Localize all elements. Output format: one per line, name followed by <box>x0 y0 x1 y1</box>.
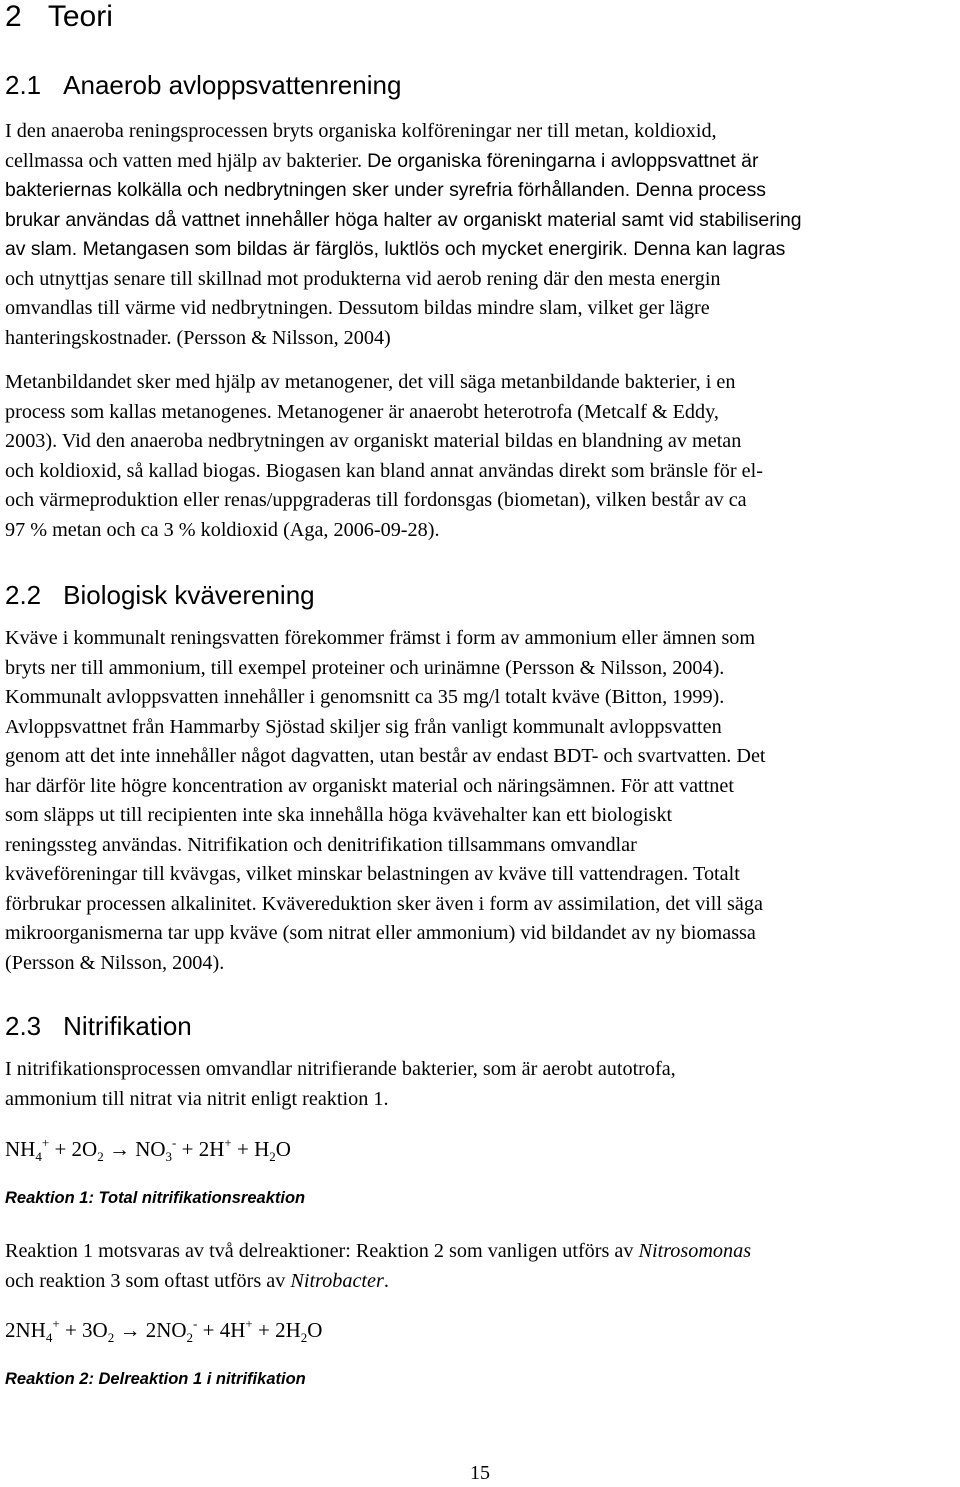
text-line: I nitrifikationsprocessen omvandlar nitrifierande bakterier, som är aerobt autotrofa, <box>5 1058 676 1080</box>
paragraph-nitrifikation-2: Reaktion 1 motsvaras av två delreaktioner: Reaktion 2 som vanligen utförs av Nitrosomonas och reaktion 3 som oftast utförs av Nitrobacter. <box>5 1240 752 1292</box>
text-line: process som kallas metanogenes. Metanogener är anaerobt heterotrofa (Metcalf & Eddy, <box>5 400 719 423</box>
section-number: 2.1 <box>5 70 42 100</box>
paragraph-anaerob-2 <box>5 368 955 545</box>
text-line: I den anaeroba reningsprocessen bryts organiska kolföreningar ner till metan, koldioxid, <box>5 120 717 142</box>
text-line: reningssteg användas. Nitrifikation och denitrifikation tillsammans omvandlar <box>5 833 637 856</box>
text-line: har därför lite högre koncentration av organiskt material och näringsämnen. För att vattnet <box>5 774 734 797</box>
text-line: genom att det inte innehåller något dagvatten, utan består av endast BDT- och svartvatten. Det <box>5 745 766 767</box>
text-line: Reaktion 1 motsvaras av två delreaktioner: Reaktion 2 som vanligen utförs av <box>5 1240 639 1262</box>
text-line: bryts ner till ammonium, till exempel proteiner och urinämne (Persson & Nilsson, 2004). <box>5 656 725 679</box>
text-line: De organiska föreningarna i avloppsvattnet är <box>367 149 759 172</box>
reaction-equation-1: $NH_4^+ + 2O_2 \to NO_3^- + 2H^+ + H_2O$ <box>5 1135 291 1164</box>
species-name: Nitrobacter <box>290 1269 384 1292</box>
text-line: hanteringskostnader. (Persson & Nilsson, 2004) <box>5 326 391 349</box>
reaction-arrow-icon: → <box>103 1137 136 1161</box>
text-line: ammonium till nitrat via nitrit enligt reaktion 1. <box>5 1087 389 1110</box>
section-number: 2.2 <box>5 580 42 610</box>
section-title: Anaerob avloppsvattenrening <box>63 70 402 100</box>
text-line: 2003). Vid den anaeroba nedbrytningen av organiskt material bildas en blandning av metan <box>5 430 742 452</box>
text-line: kväveföreningar till kvävgas, vilket minskar belastningen av kväve till vattendragen. Totalt <box>5 863 740 885</box>
text-line: Kväve i kommunalt reningsvatten förekommer främst i form av ammonium eller ämnen som <box>5 627 756 649</box>
section-number: 2.3 <box>5 1011 42 1041</box>
text-line: mikroorganismerna tar upp kväve (som nitrat eller ammonium) vid bildandet av ny biomassa <box>5 922 756 944</box>
page-number: 15 <box>470 1462 490 1484</box>
paragraph-kvaverening <box>5 624 955 978</box>
text-line: som släpps ut till recipienten inte ska innehålla höga kvävehalter kan ett biologiskt <box>5 804 673 826</box>
paragraph-anaerob-1 <box>5 117 955 353</box>
reaction-arrow-icon: → <box>114 1318 146 1342</box>
text-line: och reaktion 3 som oftast utförs av <box>5 1269 291 1292</box>
section-title: Nitrifikation <box>63 1011 192 1041</box>
text-line: Denna kan lagras <box>633 238 786 260</box>
section-heading-2-3 <box>5 1011 192 1042</box>
reaction-equation-2: $2NH_4^+ + 3O_2 \to 2NO_2^- + 4H^+ + 2H_2O$ <box>5 1316 323 1345</box>
text-line: cellmassa och vatten med hjälp av bakterier. <box>5 149 368 172</box>
text-line: 97 % metan och ca 3 % koldioxid (Aga, 2006-09-28). <box>5 518 440 541</box>
reaction-caption-1: Reaktion 1: Total nitrifikationsreaktion <box>5 1189 306 1207</box>
text-line: (Persson & Nilsson, 2004). <box>5 951 225 974</box>
text-line: av slam. Metangasen som bildas är färglös, luktlös och mycket energirik. <box>5 238 634 260</box>
text-line: och utnyttjas senare till skillnad mot produkterna vid aerob rening där den mesta energin <box>5 267 721 290</box>
text-line: bakteriernas kolkälla och nedbrytningen sker under syrefria förhållanden. Denna process <box>5 179 766 201</box>
text-line: förbrukar processen alkalinitet. Kvävereduktion sker även i form av assimilation, det vill säga <box>5 892 763 915</box>
section-heading-2-2 <box>5 580 315 611</box>
paragraph-nitrifikation-1 <box>5 1055 955 1114</box>
species-name: Nitrosomonas <box>638 1240 752 1262</box>
text-line: omvandlas till värme vid nedbrytningen. Dessutom bildas mindre slam, vilket ger lägre <box>5 297 710 319</box>
text-line: och värmeproduktion eller renas/uppgraderas till fordonsgas (biometan), vilken består av ca <box>5 489 747 511</box>
section-heading-2-1 <box>5 70 401 101</box>
chapter-heading <box>5 0 113 34</box>
text-line: Avloppsvattnet från Hammarby Sjöstad skiljer sig från vanligt kommunalt avloppsvatten <box>5 715 722 738</box>
reaction-caption-2: Reaktion 2: Delreaktion 1 i nitrifikation <box>5 1370 306 1388</box>
text-line: brukar användas då vattnet innehåller höga halter av organiskt material samt vid stabilisering <box>5 208 802 231</box>
chapter-title: Teori <box>47 0 113 33</box>
section-title: Biologisk kväverening <box>63 580 315 610</box>
text-line: Metanbildandet sker med hjälp av metanogener, det vill säga metanbildande bakterier, i en <box>5 371 736 393</box>
chapter-number: 2 <box>5 0 22 33</box>
text-line: och koldioxid, så kallad biogas. Biogasen kan bland annat användas direkt som bränsle för el- <box>5 459 763 482</box>
text-line: Kommunalt avloppsvatten innehåller i genomsnitt ca 35 mg/l totalt kväve (Bitton, 1999). <box>5 686 725 708</box>
